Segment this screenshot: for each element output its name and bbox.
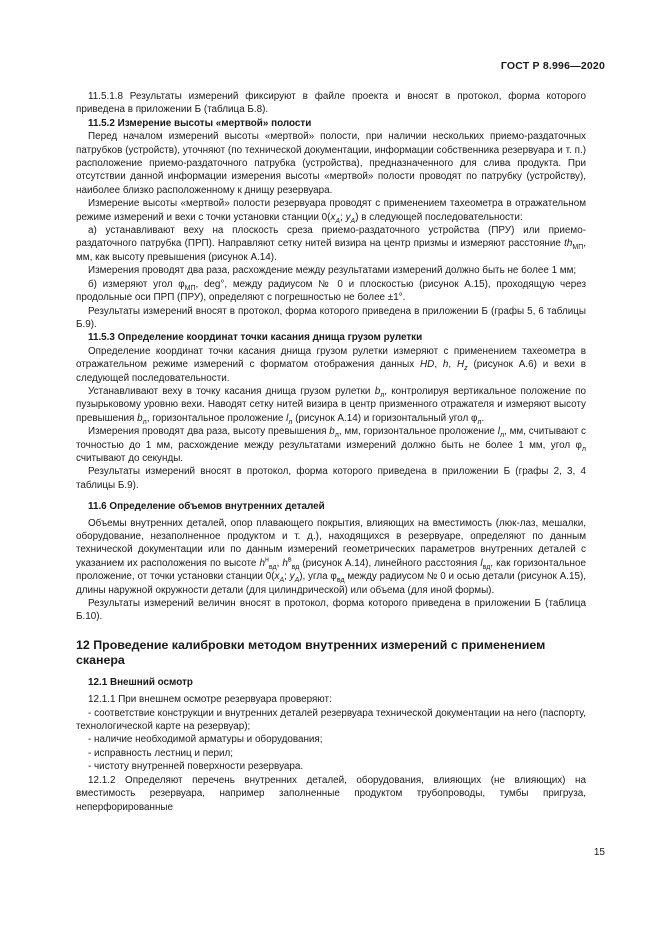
paragraph-touch-point-3: Измерения проводят два раза, высоту превышения $b_л$, мм, горизонтальное проложение $l_л$, мм, считывают с точностью до 1 мм, расхождение между результатами измерений должно быть не более 1 мм, угол $\varphi_л$ считывают до секунды. bbox=[76, 426, 586, 464]
heading-11-5-3: 11.5.3 Определение координат точки касания днища грузом рулетки bbox=[88, 332, 423, 344]
heading-11-6: 11.6 Определение объемов внутренних деталей bbox=[88, 501, 325, 513]
paragraph-volumes-1: Объемы внутренних деталей, опор плавающего покрытия, влияющих на вместимость (люк-лаз, мешалки, оборудование, незаполненное продуктом и т. д.), находящихся в резервуаре, определяют по данным технической документации или по данным измерений геометрических параметров внутренних деталей с указанием их расположения по высоте $h^н_{вд}$, $h^в_{вд}$ (рисунок А.14), линейного расстояния $l_{вд}$, как горизонтальное проложение, от точки установки станции $0(x_A$; $y_A$), угла $\varphi_{вд}$ между радиусом № 0 и осью детали (рисунок А.15), длины наружной окружности детали (для цилиндрической) или объема (для иной формы). bbox=[76, 517, 586, 596]
paragraph-dead-space-3: а) устанавливают веху на плоскость среза приемо-раздаточного устройства (ПРУ) или приемо-раздаточного патрубка (ПРП). Направляют сетку нитей визира на центр призмы и измеряют расстояние $th_{МП}$, мм, как высоту превышения (рисунок А.14). bbox=[76, 225, 586, 263]
heading-11-5-2: 11.5.2 Измерение высоты «мертвой» полости bbox=[88, 117, 312, 129]
paragraph-12-1-1: 12.1.1 При внешнем осмотре резервуара проверяют: bbox=[88, 694, 332, 706]
paragraph-dead-space-2: Измерение высоты «мертвой» полости резервуара проводят с применением тахеометра в отражательном режиме измерений и вехи с точки установки станции $0(x_A$; $y_A$) в следующей последовательности: bbox=[76, 198, 586, 225]
list-item: - чистоту внутренней поверхности резервуара. bbox=[88, 761, 304, 773]
heading-12-1: 12.1 Внешний осмотр bbox=[88, 676, 193, 688]
paragraph-volumes-2: Результаты измерений величин вносят в протокол, форма которого приведена в приложении Б (таблица Б.10). bbox=[76, 598, 586, 623]
list-item: - исправность лестниц и перил; bbox=[88, 747, 234, 759]
paragraph-touch-point-4: Результаты измерений вносят в протокол, форма которого приведена в приложении Б (графы 2, 3, 4 таблицы Б.9). bbox=[76, 466, 586, 491]
list-item: - наличие необходимой арматуры и оборудования; bbox=[88, 734, 323, 746]
heading-section-12: 12 Проведение калибровки методом внутренних измерений с применением сканера bbox=[76, 637, 546, 667]
paragraph-11-5-1-8: 11.5.1.8 Результаты измерений фиксируют в файле проекта и вносят в протокол, форма которого приведена в приложении Б (таблица Б.8). bbox=[76, 91, 586, 116]
page-body bbox=[76, 90, 586, 814]
paragraph-dead-space-4: Измерения проводят два раза, расхождение между результатами измерений должно быть не более 1 мм; bbox=[88, 265, 577, 277]
paragraph-dead-space-1: Перед началом измерений высоты «мертвой» полости, при наличии нескольких приемо-раздаточных патрубков (устройств), уточняют (по технической документации, информации собственника резервуара и т. п.) расположение приемо-раздаточного патрубка (устройства), предназначенного для слива продукта. При отсутствии данной информации измерения высоты «мертвой» полости проводят по патрубку (устройству), наиболее близко расположенному к днищу резервуара. bbox=[76, 131, 586, 196]
paragraph-12-1-2: 12.1.2 Определяют перечень внутренних деталей, оборудования, влияющих (не влияющих) на вместимость резервуара, например заполненные продуктом трубопроводы, тумбы пригруза, неперфорированные bbox=[76, 774, 586, 813]
paragraph-touch-point-1: Определение координат точки касания днища грузом рулетки измеряют с применением тахеометра в отражательном режиме измерений с форматом отображения данных HD, h, $H_z$ (рисунок А.6) и вехи в следующей последовательности. bbox=[76, 345, 586, 384]
paragraph-dead-space-6: Результаты измерений вносят в протокол, форма которого приведена в приложении Б (графы 5, 6 таблицы Б.9). bbox=[76, 305, 586, 330]
list-item: - соответствие конструкции и внутренних деталей резервуара технической документации на него (паспорту, технологической карте на резервуар); bbox=[76, 707, 586, 733]
paragraph-touch-point-2: Устанавливают веху в точку касания днища грузом рулетки $b_л$, контролируя вертикальное положение по пузырьковому уровню вехи. Наводят сетку нитей визира в центр призменного отражателя и измеряют высоту превышения $b_л$, горизонтальное проложение $l_л$ (рисунок А.14) и горизонтальный угол $\varphi_л$. bbox=[76, 385, 587, 426]
paragraph-dead-space-5: б) измеряют угол $\varphi_{МП}$, deg°, между радиусом № 0 и плоскостью (рисунок А.15), проходящую через продольные оси ПРП (ПРУ), определяют с погрешностью не более ±1°. bbox=[76, 278, 586, 304]
page-number: 15 bbox=[593, 847, 605, 858]
document-code: ГОСТ Р 8.996—2020 bbox=[500, 60, 605, 72]
